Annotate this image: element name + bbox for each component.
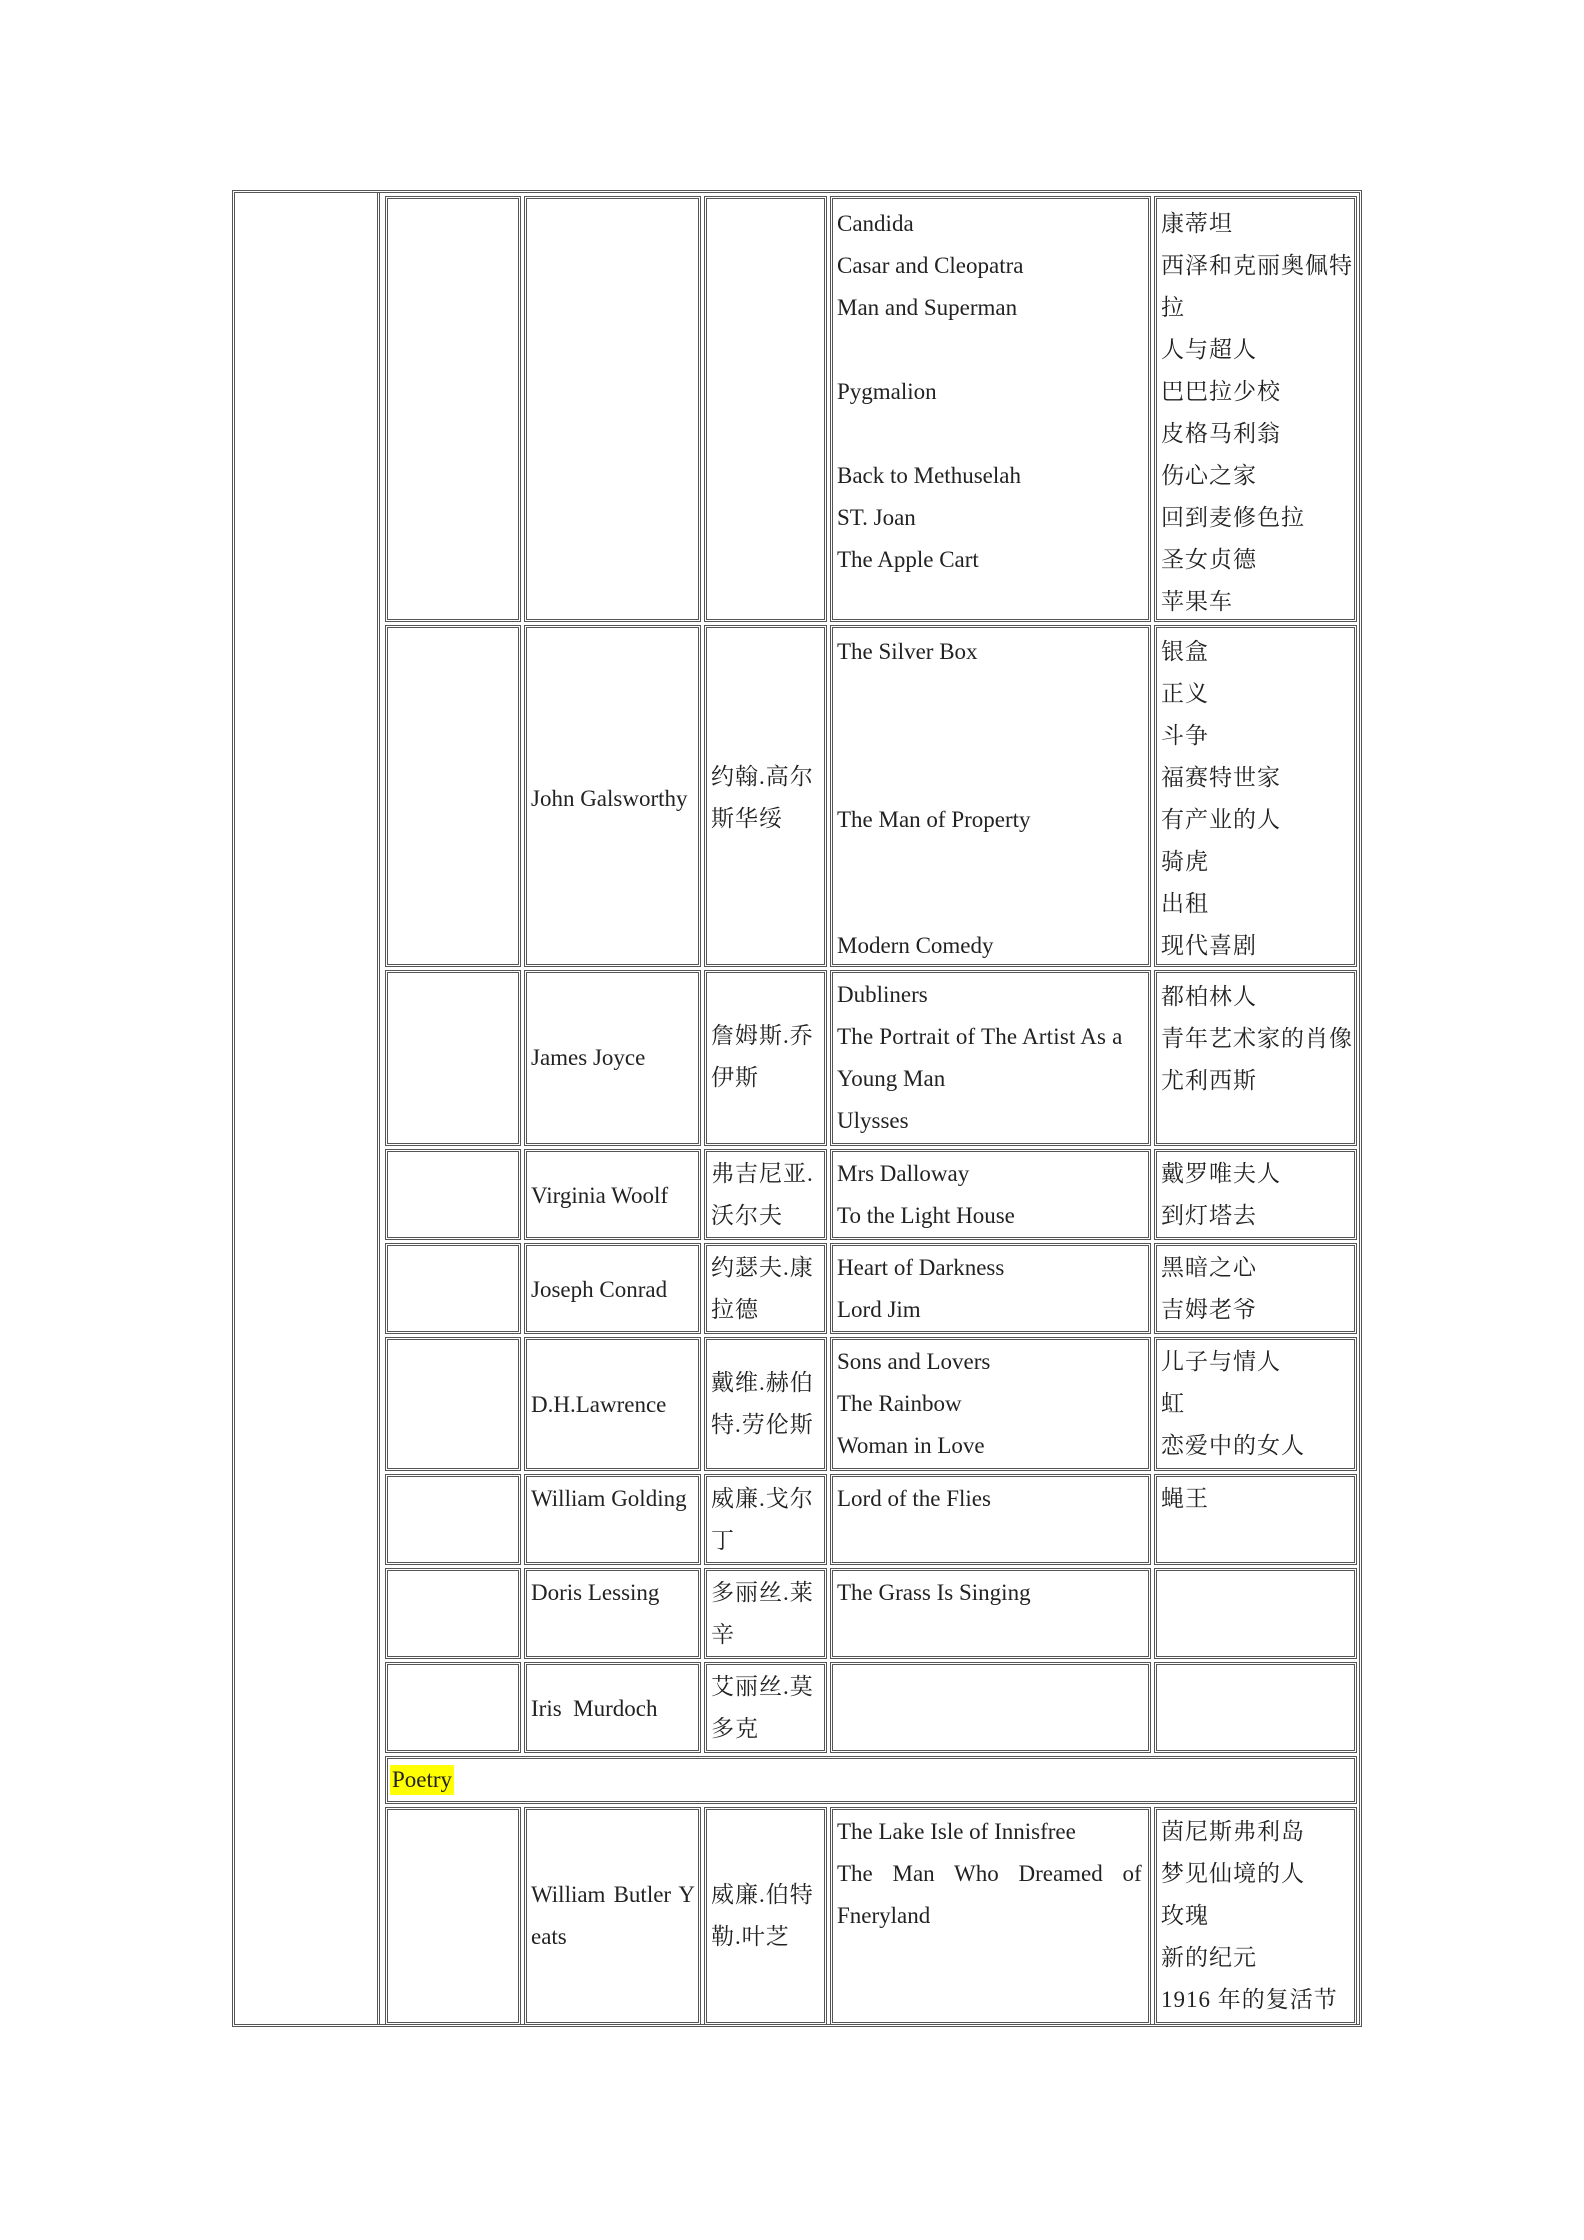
works-en-cell	[830, 196, 1151, 622]
table-row	[385, 1474, 1357, 1565]
work-en	[837, 329, 1145, 371]
row-empty-cell	[385, 1149, 521, 1240]
author-cn: 艾丽丝.莫多克	[711, 1674, 814, 1741]
work-cn: 回到麦修色拉	[1161, 505, 1305, 530]
author-cn-cell	[704, 1474, 827, 1565]
work-en: The Rainbow	[837, 1391, 962, 1416]
table-row	[385, 1149, 1357, 1240]
section-header-poetry	[385, 1756, 1357, 1804]
author-en: Iris Murdoch	[531, 1696, 658, 1721]
work-cn: 现代喜剧	[1161, 933, 1257, 958]
work-cn: 康蒂坦	[1161, 211, 1233, 236]
author-en-cell	[524, 1149, 701, 1240]
works-en-cell	[830, 970, 1151, 1146]
row-empty-cell	[385, 625, 521, 967]
works-en-cell	[830, 1243, 1151, 1334]
work-cn: 福赛特世家	[1161, 765, 1281, 790]
work-en: Dubliners	[837, 982, 928, 1007]
work-cn: 巴巴拉少校	[1161, 379, 1281, 404]
section-label: Poetry	[390, 1765, 454, 1795]
work-cn: 到灯塔去	[1161, 1203, 1257, 1228]
author-cn-cell	[704, 970, 827, 1146]
work-en: Heart of Darkness	[837, 1255, 1005, 1280]
work-cn: 苹果车	[1161, 589, 1233, 614]
work-en	[837, 841, 1145, 883]
work-cn: 骑虎	[1161, 849, 1209, 874]
author-cn-cell	[704, 1243, 827, 1334]
work-en: Man and Superman	[837, 295, 1018, 320]
work-cn: 恋爱中的女人	[1161, 1433, 1305, 1458]
author-en-cell	[524, 1662, 701, 1753]
work-cn: 儿子与情人	[1161, 1349, 1281, 1374]
works-en-cell	[830, 1474, 1151, 1565]
work-cn: 1916 年的复活节	[1161, 1987, 1338, 2012]
works-cn-cell	[1154, 196, 1357, 622]
work-en: To the Light House	[837, 1203, 1015, 1228]
author-en: Virginia Woolf	[531, 1183, 669, 1208]
author-cn: 戴维.赫伯特.劳伦斯	[711, 1370, 814, 1437]
author-en: James Joyce	[531, 1045, 646, 1070]
author-cn-cell	[704, 1807, 827, 2025]
author-en: John Galsworthy	[531, 786, 688, 811]
author-cn: 约翰.高尔斯华绥	[711, 764, 814, 831]
work-cn: 人与超人	[1161, 337, 1257, 362]
work-cn: 尤利西斯	[1161, 1068, 1257, 1093]
work-en	[837, 673, 1145, 715]
author-cn-cell	[704, 1149, 827, 1240]
author-en-cell	[524, 1568, 701, 1659]
works-en-cell	[830, 1149, 1151, 1240]
work-cn: 伤心之家	[1161, 463, 1257, 488]
work-cn: 茵尼斯弗利岛	[1161, 1819, 1305, 1844]
works-cn-cell	[1154, 1243, 1357, 1334]
table-row	[385, 1337, 1357, 1471]
row-empty-cell	[385, 970, 521, 1146]
work-en: Mrs Dalloway	[837, 1161, 970, 1186]
author-en: Doris Lessing	[531, 1580, 660, 1605]
author-en: Joseph Conrad	[531, 1277, 668, 1302]
work-cn: 西泽和克丽奥佩特	[1161, 253, 1353, 278]
work-cn: 圣女贞德	[1161, 547, 1257, 572]
works-en-cell	[830, 1337, 1151, 1471]
work-cn: 都柏林人	[1161, 984, 1257, 1009]
work-en: Lord of the Flies	[837, 1486, 991, 1511]
works-cn-cell	[1154, 1807, 1357, 2025]
works-cn-cell	[1154, 1149, 1357, 1240]
author-en: William Golding	[531, 1486, 687, 1511]
work-en	[837, 715, 1145, 757]
row-empty-cell	[385, 1568, 521, 1659]
works-en-cell	[830, 1662, 1151, 1753]
table-row	[385, 1568, 1357, 1659]
work-cn: 有产业的人	[1161, 807, 1281, 832]
author-cn: 弗吉尼亚.沃尔夫	[711, 1161, 814, 1228]
work-en: The Grass Is Singing	[837, 1580, 1031, 1605]
work-cn: 蝇王	[1161, 1486, 1209, 1511]
author-en-cell	[524, 196, 701, 622]
work-en: Modern Comedy	[837, 933, 994, 958]
table-row	[385, 1807, 1357, 2025]
work-en: Young Man	[837, 1066, 946, 1091]
author-cn-cell	[704, 1568, 827, 1659]
row-empty-cell	[385, 196, 521, 622]
work-en: Woman in Love	[837, 1433, 985, 1458]
work-cn: 拉	[1161, 295, 1185, 320]
work-en: The Apple Cart	[837, 547, 979, 572]
work-cn: 梦见仙境的人	[1161, 1861, 1305, 1886]
author-cn-cell	[704, 196, 827, 622]
works-en-cell	[830, 1807, 1151, 2025]
works-cn-cell	[1154, 625, 1357, 967]
author-en-cell	[524, 1807, 701, 2025]
author-cn: 威廉.伯特勒.叶芝	[711, 1882, 814, 1949]
work-en: The Man of Property	[837, 807, 1031, 832]
row-empty-cell	[385, 1807, 521, 2025]
work-en: Ulysses	[837, 1108, 909, 1133]
work-en: The Silver Box	[837, 639, 978, 664]
work-cn: 戴罗唯夫人	[1161, 1161, 1281, 1186]
work-en: Lord Jim	[837, 1297, 921, 1322]
row-empty-cell	[385, 1243, 521, 1334]
work-en	[837, 883, 1145, 925]
author-cn: 多丽丝.莱辛	[711, 1580, 814, 1647]
work-en: The Man Who Dreamed of	[837, 1861, 1142, 1886]
work-cn: 新的纪元	[1161, 1945, 1257, 1970]
author-en-cell	[524, 1337, 701, 1471]
work-cn: 出租	[1161, 891, 1209, 916]
author-en-cell	[524, 625, 701, 967]
author-en: D.H.Lawrence	[531, 1392, 667, 1417]
table-first-column	[235, 193, 380, 2024]
work-en: The Lake Isle of Innisfree	[837, 1819, 1076, 1844]
work-en: Back to Methuselah	[837, 463, 1021, 488]
work-cn: 正义	[1161, 681, 1209, 706]
works-cn-cell	[1154, 970, 1357, 1146]
work-en: Fneryland	[837, 1903, 931, 1928]
work-en: The Portrait of The Artist As a	[837, 1024, 1123, 1049]
author-cn: 威廉.戈尔丁	[711, 1486, 814, 1553]
table-row	[385, 970, 1357, 1146]
author-en: William Butler Yeats	[531, 1882, 695, 1949]
works-en-cell	[830, 625, 1151, 967]
work-en	[837, 757, 1145, 799]
table-row	[385, 196, 1357, 622]
table-row	[385, 1662, 1357, 1753]
author-cn-cell	[704, 1337, 827, 1471]
row-empty-cell	[385, 1337, 521, 1471]
works-cn-cell	[1154, 1474, 1357, 1565]
work-en: Candida	[837, 211, 914, 236]
work-en: Casar and Cleopatra	[837, 253, 1024, 278]
work-cn: 银盒	[1161, 639, 1209, 664]
works-cn-cell	[1154, 1337, 1357, 1471]
works-cn-cell	[1154, 1568, 1357, 1659]
author-en-cell	[524, 1243, 701, 1334]
table-row	[385, 1243, 1357, 1334]
author-cn-cell	[704, 1662, 827, 1753]
work-en	[837, 413, 1145, 455]
work-cn: 黑暗之心	[1161, 1255, 1257, 1280]
work-cn: 吉姆老爷	[1161, 1297, 1257, 1322]
work-en: Sons and Lovers	[837, 1349, 991, 1374]
work-cn: 皮格马利翁	[1161, 421, 1281, 446]
table-row	[385, 625, 1357, 967]
row-empty-cell	[385, 1662, 521, 1753]
row-empty-cell	[385, 1474, 521, 1565]
works-en-cell	[830, 1568, 1151, 1659]
author-en-cell	[524, 970, 701, 1146]
work-en: ST. Joan	[837, 505, 916, 530]
work-cn: 青年艺术家的肖像	[1161, 1026, 1353, 1051]
author-en-cell	[524, 1474, 701, 1565]
works-cn-cell	[1154, 1662, 1357, 1753]
author-cn: 约瑟夫.康拉德	[711, 1255, 814, 1322]
work-en: Pygmalion	[837, 379, 937, 404]
work-cn: 玫瑰	[1161, 1903, 1209, 1928]
author-cn-cell	[704, 625, 827, 967]
work-cn: 斗争	[1161, 723, 1209, 748]
author-cn: 詹姆斯.乔伊斯	[711, 1023, 814, 1090]
work-cn: 虹	[1161, 1391, 1185, 1416]
literature-table	[232, 190, 1362, 2027]
